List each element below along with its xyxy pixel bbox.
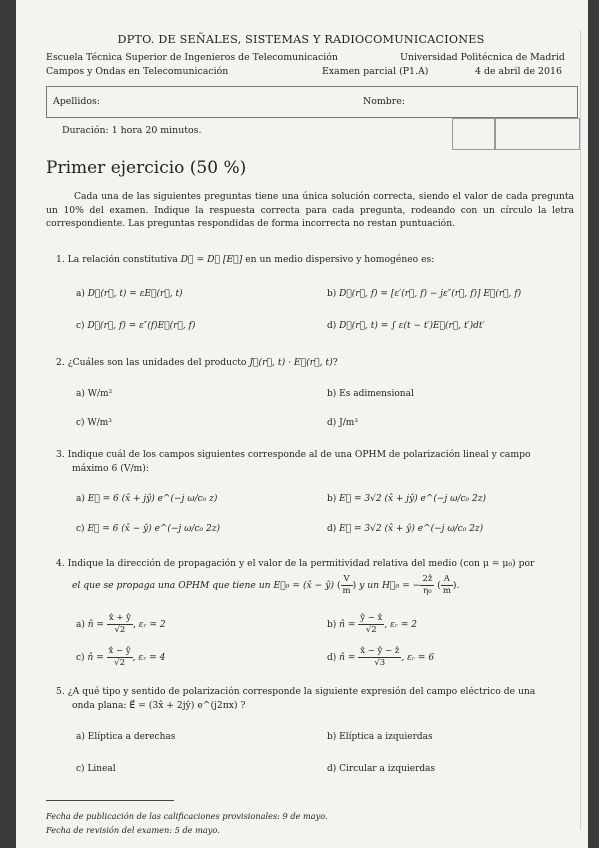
section-intro: Cada una de las siguientes preguntas tiene una única solución correcta, siendo el valor de cada pregunta un 10% del examen. Indique la respuesta correcta para cada pregunta, rodeando con un círculo la letra correspondiente. Las preguntas respondidas de forma incorrecta no restan puntuación. [46, 191, 574, 229]
footnote-rule [46, 800, 174, 801]
grade-box-2 [494, 118, 580, 150]
question-number: 2. [56, 357, 65, 368]
question-text: ¿A qué tipo y sentido de polarización corresponde la siguiente expresión del campo eléctrico de una [67, 686, 536, 697]
surname-label: Apellidos: [53, 96, 100, 107]
question-math: D⃗ = D⃗ [E⃗] [180, 254, 243, 265]
q5-option-c[interactable]: c) Lineal [76, 764, 116, 774]
footnote-publication: Fecha de publicación de las calificaciones provisionales: 9 de mayo. [46, 811, 328, 821]
grade-box-1 [452, 118, 496, 150]
course-name: Campos y Ondas en Telecomunicación [46, 66, 229, 77]
q1-option-a[interactable]: a) D⃗(r⃗, t) = εE⃗(r⃗, t) [76, 289, 183, 299]
question-2 [56, 357, 338, 368]
q1-option-c[interactable]: c) D⃗(r⃗, f) = ε″(f)E⃗(r⃗, f) [76, 321, 196, 331]
units-vm: $\frac{V}{m}$ [342, 574, 351, 596]
q1-option-d[interactable]: d) D⃗(r⃗, t) = ∫ ε(t − t′)E⃗(r⃗, t′)dt′ [327, 321, 485, 331]
question-text-end: ? [332, 357, 338, 368]
question-text: La relación constitutiva [67, 254, 181, 265]
question-text: Indique la dirección de propagación y el valor de la permitividad relativa del medio (con μ = μ₀) por [67, 558, 535, 569]
q5-option-b[interactable]: b) Elíptica a izquierdas [327, 732, 433, 742]
q4-option-c[interactable]: c) n̂ = $\frac{x̂ - ŷ}{√2}$ , εᵣ = 4 [76, 646, 166, 668]
q3-option-c[interactable]: c) E⃗ = 6 (x̂ − ŷ) e^(−j ω/c₀ 2z) [76, 524, 220, 534]
page-margin-line [580, 30, 581, 830]
q2-option-d[interactable]: d) J/m³ [327, 418, 358, 428]
section-title: Primer ejercicio (50 %) [46, 158, 247, 178]
q1-option-b[interactable]: b) D⃗(r⃗, f) = [ε′(r⃗, f) − jε″(r⃗, f)] E⃗(r⃗, f) [327, 289, 522, 299]
question-number: 4. [56, 558, 65, 569]
name-label: Nombre: [363, 96, 405, 107]
q4-option-a[interactable]: a) n̂ = $\frac{x̂ + ŷ}{√2}$ , εᵣ = 2 [76, 613, 166, 635]
question-number: 3. [56, 449, 65, 460]
question-5-line2: onda plana: E⃗ = (3x̂ + 2jŷ) e^(j2πx) ? [72, 700, 246, 711]
q4-option-b[interactable]: b) n̂ = $\frac{ŷ - x̂}{√2}$ , εᵣ = 2 [327, 613, 418, 635]
department-title: DPTO. DE SEÑALES, SISTEMAS Y RADIOCOMUNICACIONES [117, 33, 485, 46]
question-5 [56, 686, 535, 697]
question-math: J⃗(r⃗, t) · E⃗(r⃗, t) [249, 357, 333, 368]
exam-sheet [16, 0, 588, 848]
question-text: Indique cuál de los campos siguientes corresponde al de una OPHM de polarización lineal y campo [67, 449, 531, 460]
q2-option-b[interactable]: b) Es adimensional [327, 389, 414, 399]
university-name: Universidad Politécnica de Madrid [400, 52, 565, 63]
q2-option-c[interactable]: c) W/m³ [76, 418, 112, 428]
exam-code: Examen parcial (P1.A) [322, 66, 429, 77]
question-text: ¿Cuáles son las unidades del producto [67, 357, 250, 368]
q5-option-a[interactable]: a) Elíptica a derechas [76, 732, 176, 742]
units-am: $\frac{A}{m}$ [442, 574, 451, 596]
question-4-line2: el que se propaga una OPHM que tiene un E⃗₀ = (x̂ − ŷ) ( $\frac{V}{m}$ ) y un H⃗₀ = − $\frac{\text{2ẑ}}{\text{η₀}}$ ( $\frac{A}{m}$ ). [72, 574, 460, 596]
exam-duration: Duración: 1 hora 20 minutos. [62, 125, 202, 136]
q2-option-a[interactable]: a) W/m² [76, 389, 113, 399]
question-1 [56, 254, 434, 265]
exam-date: 4 de abril de 2016 [475, 66, 562, 77]
question-number: 5. [56, 686, 65, 697]
question-number: 1. [56, 254, 65, 265]
q4-option-d[interactable]: d) n̂ = $\frac{\text{x̂ − ŷ − ẑ}}{√3}$ , εᵣ = 6 [327, 646, 435, 668]
question-3 [56, 449, 531, 460]
q3-option-a[interactable]: a) E⃗ = 6 (x̂ + jŷ) e^(−j ω/c₀ z) [76, 494, 218, 504]
student-info-box[interactable] [46, 86, 578, 118]
q3-option-b[interactable]: b) E⃗ = 3√2 (x̂ + jŷ) e^(−j ω/c₀ 2z) [327, 494, 486, 504]
footnote-review: Fecha de revisión del examen: 5 de mayo. [46, 825, 220, 835]
q5-option-d[interactable]: d) Circular a izquierdas [327, 764, 436, 774]
q3-option-d[interactable]: d) E⃗ = 3√2 (x̂ + ŷ) e^(−j ω/c₀ 2z) [327, 524, 484, 534]
h-fraction: $\frac{\text{2ẑ}}{\text{η₀}}$ [422, 574, 433, 596]
school-name: Escuela Técnica Superior de Ingenieros de Telecomunicación [46, 52, 338, 63]
question-4 [56, 558, 534, 569]
question-3-line2: máximo 6 (V/m): [72, 463, 149, 474]
question-text-end: en un medio dispersivo y homogéneo es: [242, 254, 435, 265]
